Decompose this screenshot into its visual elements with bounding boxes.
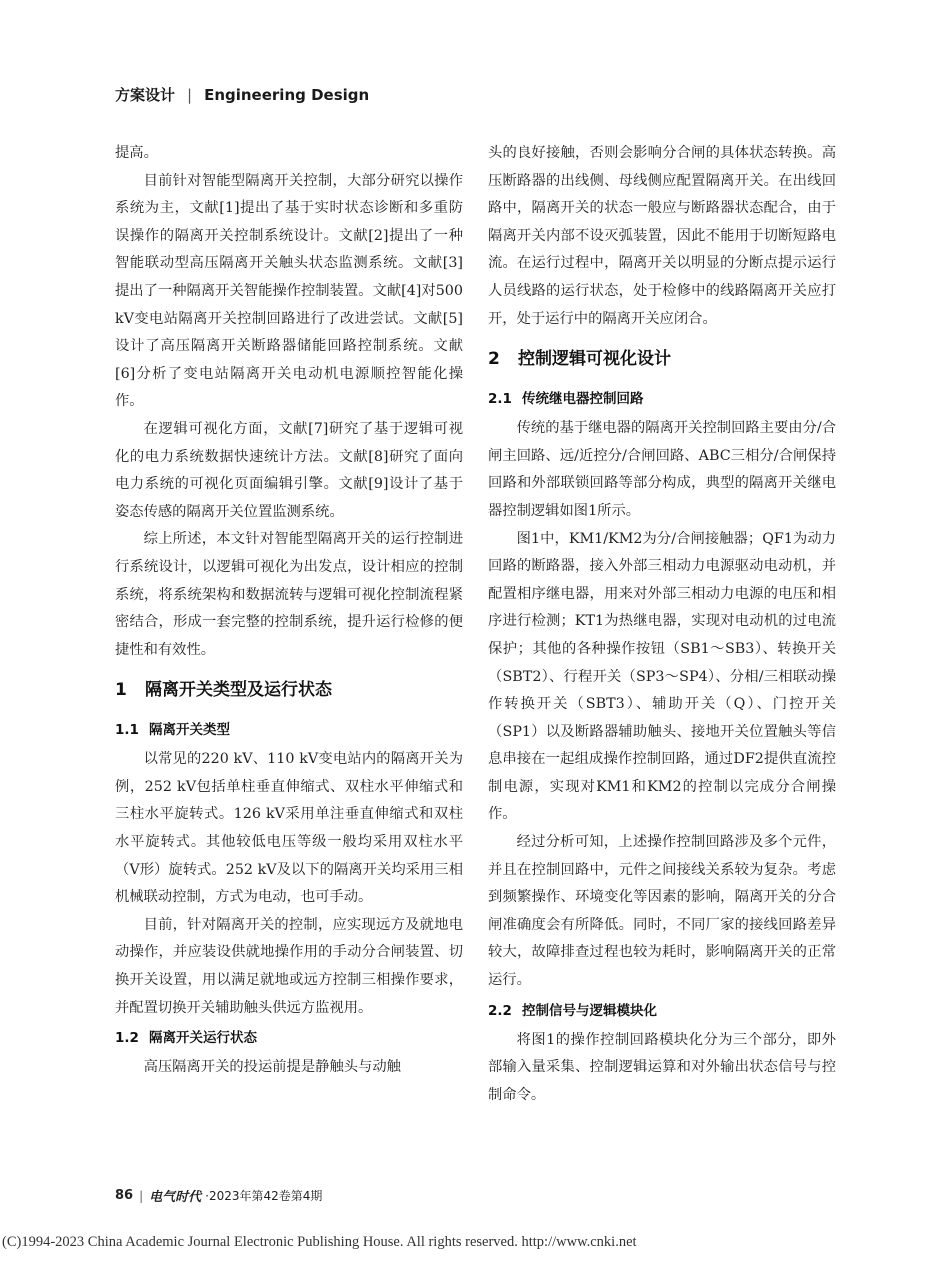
paragraph: 高压隔离开关的投运前提是静触头与动触 (143, 1059, 401, 1076)
heading-number: 2 (488, 349, 500, 370)
header-section-en: Engineering Design (204, 86, 370, 104)
heading-title: 传统继电器控制回路 (522, 391, 644, 408)
paragraph: 提高。 (115, 145, 158, 161)
paragraph: 综上所述，本文针对智能型隔离开关的运行控制进行系统设计，以逻辑可视化为出发点，设计相应的控制系统，将系统架构和数据流转与逻辑可视化控制流程紧密结合，形成一套完整的控制系统，提升运行检修的便捷性和有效性。 (115, 531, 463, 658)
paragraph: 传统的基于继电器的隔离开关控制回路主要由分/合闸主回路、远/近控分/合闸回路、ABC三相分/合闸保持回路和外部联锁回路等部分构成，典型的隔离开关继电器控制逻辑如图1所示。 (488, 420, 836, 519)
section-heading (115, 668, 463, 712)
journal-logo: 电气时代 (149, 1190, 202, 1205)
paragraph: 将图1的操作控制回路模块化分为三个部分，即外部输入量采集、控制逻辑运算和对外输出状态信号与控制命令。 (488, 1031, 836, 1103)
heading-title: 隔离开关类型 (149, 722, 230, 739)
paragraph: 图1中，KM1/KM2为分/合闸接触器；QF1为动力回路的断路器，接入外部三相动力电源驱动电动机，并配置相序继电器，用来对外部三相动力电源的电压和相序进行检测；KT1为热继电器，实现对电动机的过电流保护；其他的各种操作按钮（SB1～SB3）、转换开关（SBT2）、行程开关（SP3～SP4）、分相/三相联动操作转换开关（SBT3）、辅助开关（Q）、门控开关（SP1）以及断路器辅助触头、接地开关位置触头等信息串接在一起组成操作控制回路，通过DF2提供直流控制电源，实现对KM1和KM2的控制以完成分合闸操作。 (488, 530, 836, 823)
subsection-heading (115, 714, 463, 746)
journal-issue: ·2023年第42卷第4期 (205, 1189, 323, 1203)
footer-separator: | (139, 1188, 144, 1203)
paragraph: 目前，针对隔离开关的控制，应实现远方及就地电动操作，并应装设供就地操作用的手动分合闸装置、切换开关设置，用以满足就地或远方控制三相操作要求，并配置切换开关辅助触头供远方监视用。 (115, 916, 463, 1016)
paragraph: 目前针对智能型隔离开关控制，大部分研究以操作系统为主，文献[1]提出了基于实时状态诊断和多重防误操作的隔离开关控制系统设计。文献[2]提出了一种智能联动型高压隔离开关触头状态监测系统。文献[3]提出了一种隔离开关智能操作控制装置。文献[4]对500 kV变电站隔离开关控制回路进行了改进尝试。文献[5]设计了高压隔离开关断路器储能回路控制系统。文献[6]分析了变电站隔离开关电动机电源顺控智能化操作。 (115, 172, 463, 410)
subsection-heading (488, 383, 836, 415)
page-number: 86 (115, 1188, 134, 1203)
left-column (115, 140, 463, 1082)
copyright-notice: (C)1994-2023 China Academic Journal Electronic Publishing House. All rights reserved. http://www.cnki.net (2, 1234, 637, 1250)
heading-number: 2.2 (488, 1002, 512, 1019)
paragraph: 以常见的220 kV、110 kV变电站内的隔离开关为例，252 kV包括单柱垂直伸缩式、双柱水平伸缩式和三柱水平旋转式。126 kV采用单注垂直伸缩式和双柱水平旋转式。其他较低电压等级一般均采用双柱水平（V形）旋转式。252 kV及以下的隔离开关均采用三相机械联动控制，方式为电动，也可手动。 (115, 751, 463, 906)
right-column (488, 140, 836, 1109)
paragraph: 经过分析可知，上述操作控制回路涉及多个元件，并且在控制回路中，元件之间接线关系较为复杂。考虑到频繁操作、环境变化等因素的影响，隔离开关的分合闸准确度会有所降低。同时，不同厂家的接线回路差异较大，故障排查过程也较为耗时，影响隔离开关的正常运行。 (488, 834, 836, 989)
section-heading (488, 337, 836, 381)
running-header (115, 84, 369, 105)
heading-number: 1.1 (115, 722, 139, 739)
heading-title: 隔离开关类型及运行状态 (145, 680, 332, 701)
heading-title: 控制逻辑可视化设计 (518, 349, 671, 370)
page-footer (115, 1186, 322, 1205)
paragraph: 头的良好接触，否则会影响分合闸的具体状态转换。高压断路器的出线侧、母线侧应配置隔离开关。在出线回路中，隔离开关的状态一般应与断路器状态配合，由于隔离开关内部不设灭弧装置，因此不能用于切断短路电流。在运行过程中，隔离开关以明显的分断点提示运行人员线路的运行状态，处于检修中的线路隔离开关应打开，处于运行中的隔离开关应闭合。 (488, 145, 836, 327)
heading-number: 1 (115, 680, 127, 701)
header-section-cn: 方案设计 (115, 86, 176, 104)
heading-title: 隔离开关运行状态 (149, 1030, 257, 1047)
paragraph: 在逻辑可视化方面，文献[7]研究了基于逻辑可视化的电力系统数据快速统计方法。文献[8]研究了面向电力系统的可视化页面编辑引擎。文献[9]设计了基于姿态传感的隔离开关位置监测系统。 (115, 420, 463, 520)
heading-title: 控制信号与逻辑模块化 (522, 1002, 657, 1019)
subsection-heading (488, 995, 836, 1027)
heading-number: 2.1 (488, 391, 512, 408)
header-separator: | (187, 86, 193, 104)
subsection-heading (115, 1022, 463, 1054)
heading-number: 1.2 (115, 1030, 139, 1047)
